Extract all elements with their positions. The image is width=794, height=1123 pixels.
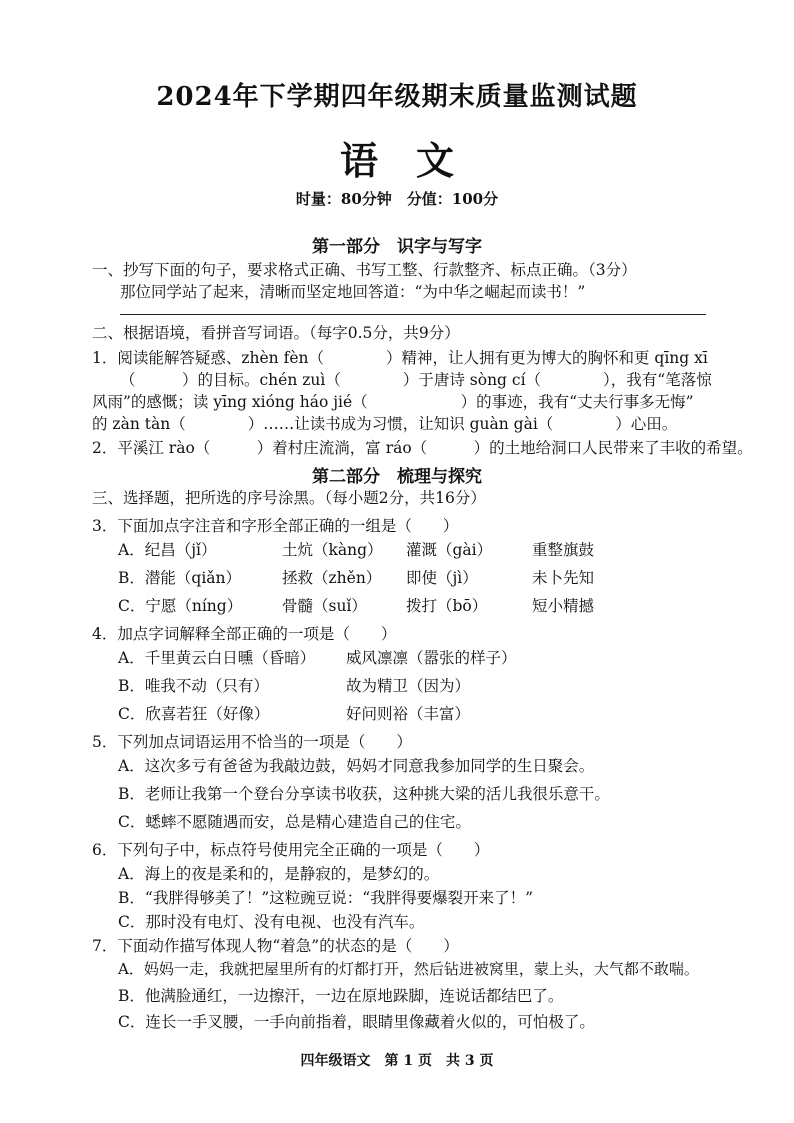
option-c-word2: 骨髓（suǐ） <box>282 597 367 615</box>
option-b-word2: 拯救（zhěn） <box>282 569 382 587</box>
option-c-word1[interactable]: C．宁愿（níng） <box>118 597 243 615</box>
q1-sentence: 那位同学站了起来，清晰而坚定地回答道：“为中华之崛起而读书！” <box>120 283 586 301</box>
q2-line: 的 zàn tàn（ ）……让读书成为习惯，让知识 guàn gài（ ）心田。 <box>92 415 678 433</box>
part1-title: 第一部分 识字与写字 <box>312 237 482 257</box>
question-stem: 6．下列句子中，标点符号使用完全正确的一项是（ ） <box>92 841 490 859</box>
option-c-word4: 短小精撼 <box>532 597 595 615</box>
option-a-word4: 重整旗鼓 <box>532 541 595 559</box>
option-c[interactable]: C．蟋蟀不愿随遇而安，总是精心建造自己的住宅。 <box>118 813 471 831</box>
q2-line: 风雨”的感慨；读 yīng xióng háo jié（ ）的事迹，我有“丈夫行事多无悔” <box>92 393 694 411</box>
q2-line: （ ）的目标。chén zuì（ ）于唐诗 sòng cí（ ），我有“笔落惊 <box>120 371 712 389</box>
option-c[interactable]: C．那时没有电灯、没有电视、也没有汽车。 <box>118 913 425 931</box>
question-stem: 4．加点字词解释全部正确的一项是（ ） <box>92 625 397 643</box>
option-b-left[interactable]: B．唯我不动（只有） <box>118 677 269 695</box>
option-a-left[interactable]: A．千里黄云白日曛（昏暗） <box>118 649 316 667</box>
option-b-right: 故为精卫（因为） <box>346 677 471 695</box>
option-a-word2: 土炕（kàng） <box>282 541 383 559</box>
exam-meta: 时量：80分钟 分值：100分 <box>295 190 499 208</box>
option-a-word1[interactable]: A．纪昌（jǐ） <box>118 541 217 559</box>
question-stem: 7．下面动作描写体现人物“着急”的状态的是（ ） <box>92 937 459 955</box>
q2-title: 二、根据语境，看拼音写词语。（每字0.5分，共9分） <box>92 324 460 342</box>
option-b-word4: 未卜先知 <box>532 569 595 587</box>
option-b-word3: 即使（jì） <box>406 569 478 587</box>
option-b[interactable]: B．他满脸通红，一边擦汗，一边在原地跺脚，连说话都结巴了。 <box>118 987 564 1005</box>
exam-title: 2024年下学期四年级期末质量监测试题 <box>156 82 638 112</box>
page-footer: 四年级语文 第 1 页 共 3 页 <box>300 1053 494 1069</box>
option-c-left[interactable]: C．欣喜若狂（好像） <box>118 705 270 723</box>
question-stem: 5．下列加点词语运用不恰当的一项是（ ） <box>92 733 412 751</box>
option-b-word1[interactable]: B．潜能（qiǎn） <box>118 569 241 587</box>
option-c-word3: 拨打（bō） <box>406 597 488 615</box>
option-a[interactable]: A．这次多亏有爸爸为我敲边鼓，妈妈才同意我参加同学的生日聚会。 <box>118 757 595 775</box>
writing-line[interactable] <box>120 314 706 315</box>
q1-title: 一、抄写下面的句子，要求格式正确、书写工整、行款整齐、标点正确。（3分） <box>92 261 637 279</box>
q2-line: 2．平溪江 rào（ ）着村庄流淌，富 ráo（ ）的土地给洞口人民带来了丰收的希望。 <box>92 439 753 457</box>
option-a-word3: 灌溉（gài） <box>406 541 493 559</box>
option-c-right: 好问则裕（丰富） <box>346 705 471 723</box>
option-c[interactable]: C．连长一手叉腰，一手向前指着，眼睛里像藏着火似的，可怕极了。 <box>118 1013 595 1031</box>
subject-title: 语 文 <box>339 138 454 183</box>
option-a-right: 威风凛凛（嚣张的样子） <box>346 649 517 667</box>
q2-line: 1．阅读能解答疑惑、zhèn fèn（ ）精神，让人拥有更为博大的胸怀和更 qīng xī <box>92 349 708 367</box>
option-b[interactable]: B．“我胖得够美了！”这粒豌豆说：“我胖得要爆裂开来了！” <box>118 889 534 907</box>
option-b[interactable]: B．老师让我第一个登台分享读书收获，这种挑大梁的活儿我很乐意干。 <box>118 785 610 803</box>
part2-title: 第二部分 梳理与探究 <box>312 467 482 487</box>
option-a[interactable]: A．妈妈一走，我就把屋里所有的灯都打开，然后钻进被窝里，蒙上头，大气都不敢喘。 <box>118 960 699 978</box>
question-stem: 3．下面加点字注音和字形全部正确的一组是（ ） <box>92 517 459 535</box>
option-a[interactable]: A．海上的夜是柔和的，是静寂的，是梦幻的。 <box>118 865 440 883</box>
q3-section-title: 三、选择题，把所选的序号涂黑。（每小题2分，共16分） <box>92 489 486 507</box>
